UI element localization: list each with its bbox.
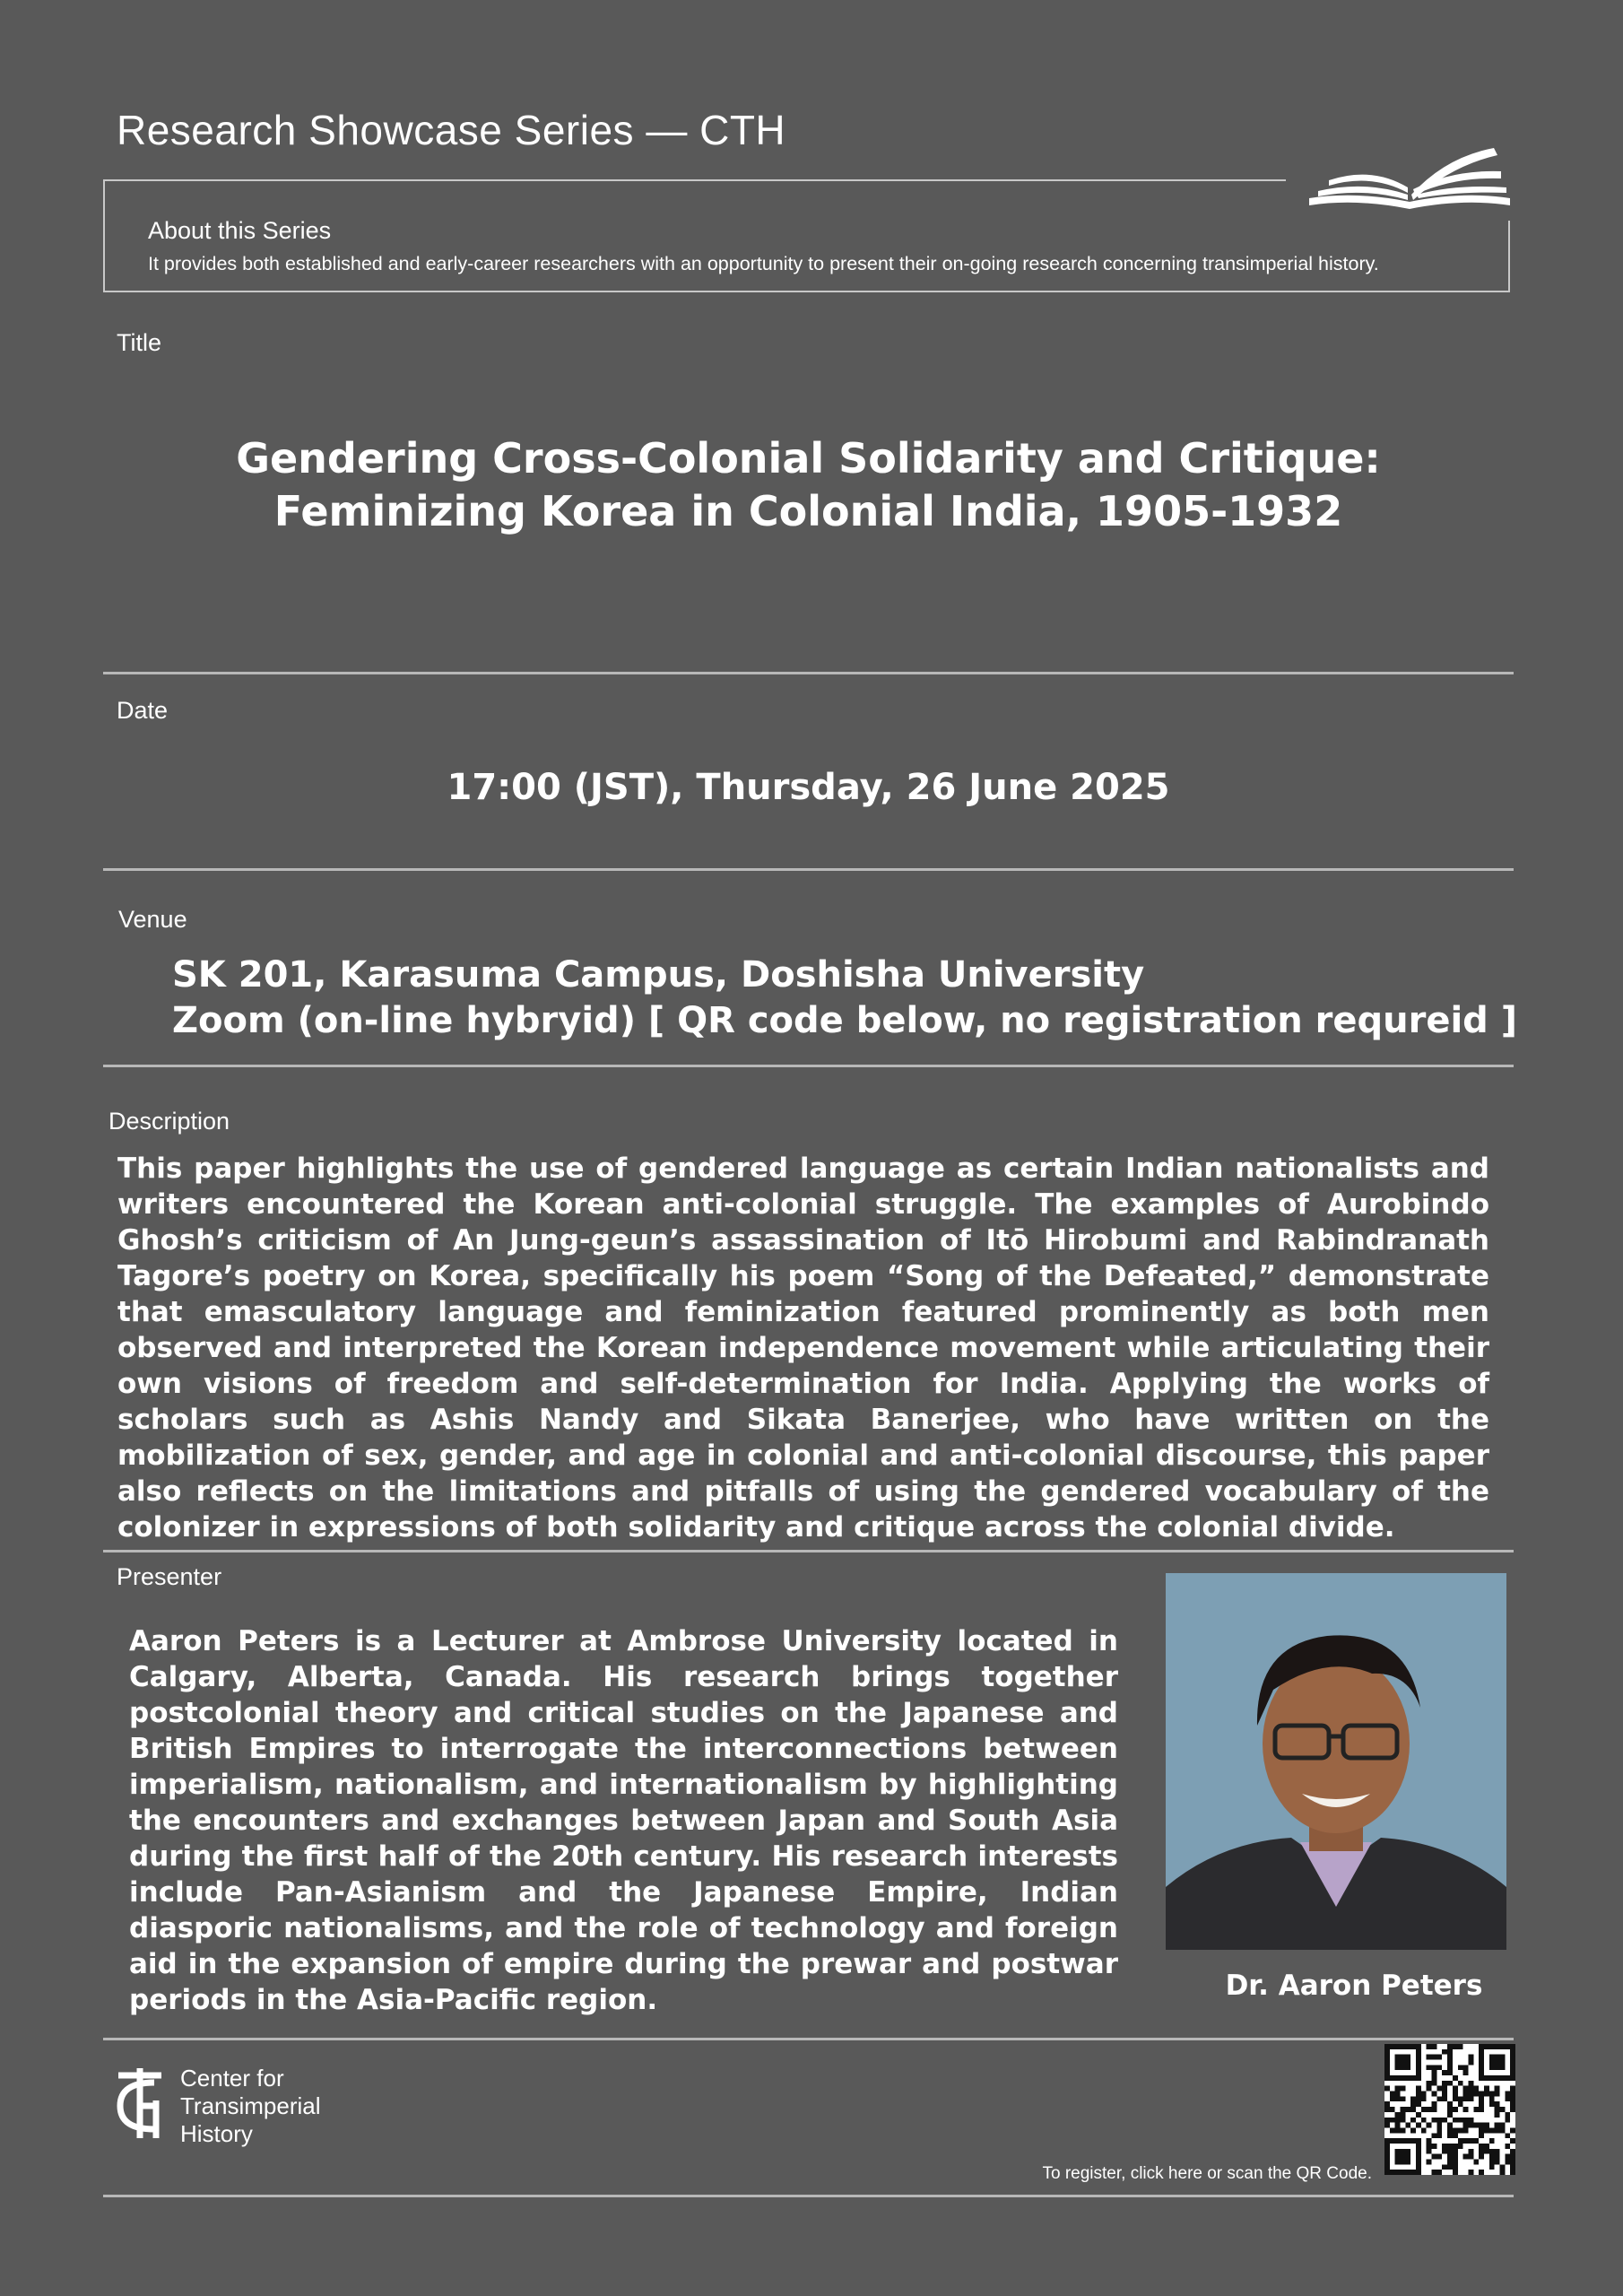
presenter-bio: Aaron Peters is a Lecturer at Ambrose University located in Calgary, Alberta, Canada. His research brings together postcolonial theory and critical studies on the Japanese and British Empires to interrogate the interconnections between imperialism, nationalism, and internationalism by highlighting the encounters and exchanges between Japan and South Asia during the first half of the 20th century. His research interests include Pan-Asianism and the Japanese Empire, Indian diasporic nationalisms, and the role of technology and foreign aid in the expansion of empire during the prewar and postwar periods in the Asia-Pacific region.: [129, 1625, 1118, 2016]
about-series-text: It provides both established and early-career researchers with an opportunity to present their on-going research concerning transimperial history.: [148, 253, 1379, 274]
open-book-icon: [1302, 139, 1517, 220]
talk-title-line-2: Feminizing Korea in Colonial India, 1905-1932: [273, 487, 1343, 535]
venue-zoom: Zoom (on-line hybryid) [ QR code below, no registration requreid ]: [172, 1000, 1517, 1041]
cth-logo-text: [180, 2065, 321, 2148]
divider: [103, 2195, 1514, 2197]
about-series-box: [103, 179, 1510, 292]
title-label: Title: [117, 329, 162, 356]
description-label: Description: [108, 1108, 230, 1135]
divider: [103, 672, 1514, 674]
presenter-name: Dr. Aaron Peters: [1225, 1970, 1483, 2002]
logo-line: Transimperial: [180, 2092, 321, 2119]
divider: [103, 1065, 1514, 1067]
divider: [103, 1550, 1514, 1552]
presenter-label: Presenter: [117, 1563, 222, 1590]
event-date: 17:00 (JST), Thursday, 26 June 2025: [447, 767, 1170, 808]
cth-logo-icon: [115, 2065, 165, 2142]
logo-line: Center for: [180, 2065, 284, 2092]
talk-title-line-1: Gendering Cross-Colonial Solidarity and Critique:: [236, 434, 1381, 483]
logo-line: History: [180, 2120, 253, 2147]
presenter-photo: [1166, 1573, 1506, 1950]
description-text: This paper highlights the use of gendered language as certain Indian nationalists and writers encountered the Korean anti-colonial struggle. The examples of Aurobindo Ghosh’s criticism of An Jung-geun’s assassination of Itō Hirobumi and Rabindranath Tagore’s poetry on Korea, specifically his poem “Song of the Defeated,” demonstrate that emasculatory language and feminization featured prominently as both men observed and interpreted the Korean independence movement while articulating their own visions of freedom and self-determination for India. Applying the works of scholars such as Ashis Nandy and Sikata Banerjee, who have written on the mobilization of sex, gender, and age in colonial and anti-colonial discourse, this paper also reflects on the limitations and pitfalls of using the gendered vocabulary of the colonizer in expressions of both solidarity and critique across the colonial divide.: [117, 1152, 1489, 1544]
about-series-heading: About this Series: [148, 217, 332, 244]
qr-code[interactable]: [1384, 2044, 1515, 2175]
divider: [103, 2038, 1514, 2040]
divider: [103, 868, 1514, 871]
venue-label: Venue: [118, 906, 187, 933]
talk-title: [103, 432, 1514, 538]
series-title: Research Showcase Series — CTH: [117, 107, 786, 153]
venue-location: SK 201, Karasuma Campus, Doshisha University: [172, 954, 1145, 996]
register-link[interactable]: To register, click here or scan the QR Code.: [1042, 2164, 1372, 2183]
date-label: Date: [117, 697, 169, 724]
